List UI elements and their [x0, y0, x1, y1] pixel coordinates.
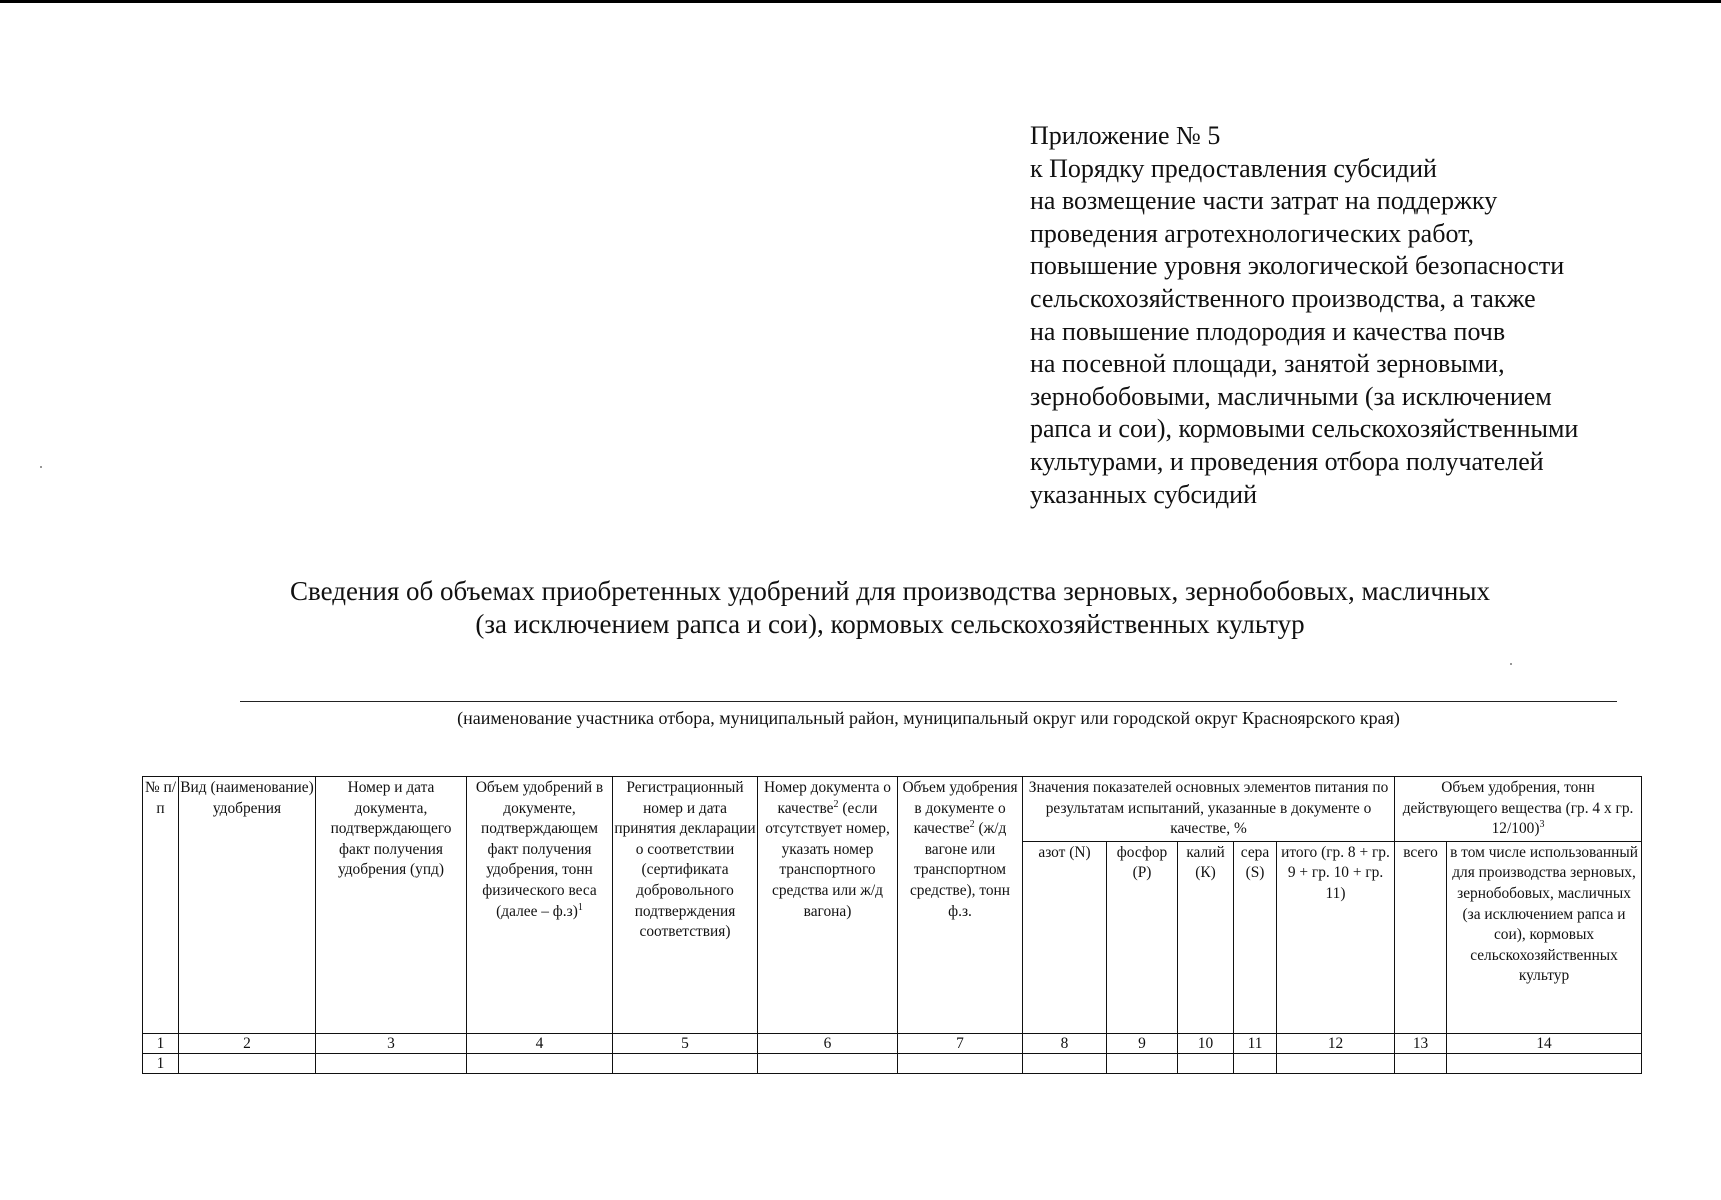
header-col-3: Номер и дата документа, подтверждающего факт получения удобрения (упд): [316, 777, 467, 1034]
appendix-line: повышение уровня экологической безопасности: [1030, 251, 1565, 281]
header-col-10: калий (К): [1178, 841, 1234, 1033]
column-number: 1: [143, 1033, 179, 1053]
header-col-13: всего: [1395, 841, 1447, 1033]
header-col-7: [898, 777, 1023, 1034]
header-col-4-text: Объем удобрений в документе, подтверждающем факт получения удобрения, тонн физического веса (далее – ф.з): [475, 779, 604, 920]
table-cell[interactable]: [613, 1053, 758, 1073]
header-col-14: в том числе использованный для производства зерновых, зернобобовых, масличных (за исключением рапса и сои), кормовых сельскохозяйственных культур: [1447, 841, 1642, 1033]
header-col-9: фосфор (Р): [1107, 841, 1178, 1033]
column-number: 2: [179, 1033, 316, 1053]
footnote-2-mark: 2: [833, 798, 839, 810]
header-col-7-text-a: Объем удобрения в документе о качестве: [902, 779, 1018, 838]
row-number: 1: [143, 1053, 179, 1073]
appendix-line: указанных субсидий: [1030, 479, 1257, 509]
appendix-line: проведения агротехнологических работ,: [1030, 218, 1475, 248]
column-number: 8: [1023, 1033, 1107, 1053]
column-number: 6: [758, 1033, 898, 1053]
column-number: 13: [1395, 1033, 1447, 1053]
header-group-nutrients: Значения показателей основных элементов питания по результатам испытаний, указанные в документе о качестве, %: [1023, 777, 1395, 842]
appendix-line: зернобобовыми, масличными (за исключением: [1030, 381, 1552, 411]
appendix-line: культурами, и проведения отбора получателей: [1030, 446, 1544, 476]
column-number: 3: [316, 1033, 467, 1053]
column-number: 14: [1447, 1033, 1642, 1053]
column-number: 4: [467, 1033, 613, 1053]
header-col-6-text-b: (если отсутствует номер, указать номер транспортного средства или ж/д вагона): [765, 799, 890, 920]
appendix-block: [1030, 120, 1690, 511]
table-cell[interactable]: [1277, 1053, 1395, 1073]
header-col-12: итого (гр. 8 + гр. 9 + гр. 10 + гр. 11): [1277, 841, 1395, 1033]
header-col-8: азот (N): [1023, 841, 1107, 1033]
column-number: 5: [613, 1033, 758, 1053]
appendix-line: на повышение плодородия и качества почв: [1030, 316, 1506, 346]
scan-speck: [40, 466, 42, 468]
table-cell[interactable]: [179, 1053, 316, 1073]
header-col-4: [467, 777, 613, 1034]
column-number: 10: [1178, 1033, 1234, 1053]
header-col-11: сера (S): [1234, 841, 1277, 1033]
document-title: [180, 575, 1600, 641]
header-group-volume-text: Объем удобрения, тонн действующего вещества (гр. 4 х гр. 12/100): [1402, 779, 1634, 838]
participant-caption: (наименование участника отбора, муниципальный район, муниципальный округ или городской округ Красноярского края): [457, 708, 1400, 728]
table-cell[interactable]: [1395, 1053, 1447, 1073]
title-line-1: Сведения об объемах приобретенных удобрений для производства зерновых, зернобобовых, масличных: [290, 576, 1490, 606]
header-col-6: [758, 777, 898, 1034]
appendix-line: Приложение № 5: [1030, 121, 1221, 150]
footnote-1-mark: 1: [577, 901, 583, 913]
table-row: [143, 1053, 1642, 1073]
appendix-line: сельскохозяйственного производства, а также: [1030, 283, 1536, 313]
header-col-2: Вид (наименование) удобрения: [179, 777, 316, 1034]
table-cell[interactable]: [1107, 1053, 1178, 1073]
header-col-5: Регистрационный номер и дата принятия декларации о соответствии (сертификата добровольного подтверждения соответствия): [613, 777, 758, 1034]
column-number: 9: [1107, 1033, 1178, 1053]
header-group-volume: [1395, 777, 1642, 842]
column-number: 11: [1234, 1033, 1277, 1053]
title-line-2: (за исключением рапса и сои), кормовых сельскохозяйственных культур: [475, 609, 1305, 639]
column-number-row: [143, 1033, 1642, 1053]
page-top-border: [0, 0, 1721, 3]
table-cell[interactable]: [1023, 1053, 1107, 1073]
table-cell[interactable]: [758, 1053, 898, 1073]
header-col-7-text-b: (ж/д вагоне или транспортном средстве), тонн ф.з.: [909, 820, 1011, 920]
header-row-1: [143, 777, 1642, 842]
table-cell[interactable]: [898, 1053, 1023, 1073]
appendix-line: на посевной площади, занятой зерновыми,: [1030, 349, 1505, 379]
scan-speck: [1510, 663, 1512, 665]
column-number: 7: [898, 1033, 1023, 1053]
participant-name-line: [240, 701, 1617, 702]
table-cell[interactable]: [1447, 1053, 1642, 1073]
footnote-3-mark: 3: [1539, 819, 1545, 831]
table-cell[interactable]: [316, 1053, 467, 1073]
appendix-line: к Порядку предоставления субсидий: [1030, 153, 1437, 183]
table-cell[interactable]: [1178, 1053, 1234, 1073]
appendix-line: рапса и сои), кормовыми сельскохозяйственными: [1030, 414, 1579, 444]
table-cell[interactable]: [467, 1053, 613, 1073]
fertilizer-table: [142, 776, 1642, 1074]
footnote-2-mark: 2: [969, 819, 975, 831]
column-number: 12: [1277, 1033, 1395, 1053]
header-col-6-text-a: Номер документа о качестве: [763, 779, 891, 817]
appendix-line: на возмещение части затрат на поддержку: [1030, 186, 1498, 216]
table-cell[interactable]: [1234, 1053, 1277, 1073]
header-col-1: № п/п: [143, 777, 179, 1034]
